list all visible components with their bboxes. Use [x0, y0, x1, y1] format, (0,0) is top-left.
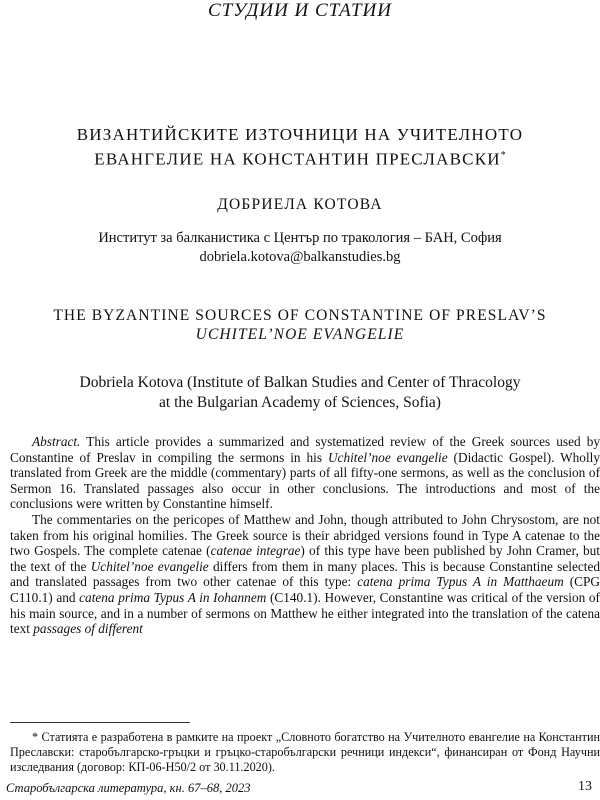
title-footnote-marker[interactable]: * [500, 150, 506, 161]
abstract-text: The commentaries on the pericopes of Matthew and John, though attributed to John Chrysostom, are not taken from his original homilies. The Greek source is their abridged versions found in Type A catenae to the two Gospels. The complete catenae ( [10, 511, 600, 559]
page-number: 13 [578, 779, 592, 794]
title-en-line-2: UCHITEL’NOE EVANGELIE [195, 326, 405, 343]
footnote-separator [10, 722, 190, 723]
abstract-text: ) of this type have been published by John Cramer, but the text of the [10, 543, 600, 574]
author-affiliation-english [20, 373, 580, 413]
work-title: Uchitel’noe evangelie [327, 449, 448, 465]
abstract-paragraph-1 [10, 434, 600, 512]
abstract-label: Abstract. [32, 434, 81, 449]
footnote [10, 730, 600, 775]
institute-name: Институт за балканистика с Център по тракология – БАН, София [98, 230, 502, 246]
affiliation-bulgarian [20, 229, 580, 267]
abstract-text: differs from them in many places. This is because Constantine selected and translated passages from two other catenae of this type: [10, 558, 600, 590]
abstract-text: (C140.1). However, Constantine was critical of the version of his main source, and in a number of sermons on Matthew he either integrated into the translation of the catena text [10, 589, 600, 637]
journal-citation: Старобългарска литература, кн. 67–68, 2023 [6, 781, 251, 795]
title-bg-line-1: ВИЗАНТИЙСКИТЕ ИЗТОЧНИЦИ НА УЧИТЕЛНОТО [76, 125, 524, 144]
title-en-line-1: THE BYZANTINE SOURCES OF CONSTANTINE OF PRESLAV’S [53, 307, 547, 324]
abstract-text: This article provides a summarized and systematized review of the Greek sources used by Constantine of Preslav in compiling the sermons in his [10, 434, 600, 465]
abstract-body [10, 434, 600, 637]
author-name-bulgarian: ДОБРИЕЛА КОТОВА [217, 196, 383, 213]
catena-title-john: catena prima Typus A in Iohannem [79, 589, 267, 605]
author-email[interactable]: dobriela.kotova@balkanstudies.bg [199, 249, 401, 265]
abstract-text: (CPG C110.1) and [10, 574, 600, 605]
footnote-text: Статията е разработена в рамките на проект „Словното богатство на Учителното евангелие на Константин Преславски: старобългарско-гръцки и гръцко-старобългарски речници индекси“, финансиран от Фонд Научни изследвания (договор: КП-06-Н50/2 от 30.11.2020). [10, 730, 600, 774]
catenae-term: catenae integrae [210, 543, 301, 559]
work-title: Uchitel’noe evangelie [90, 558, 209, 574]
abstract-paragraph-2 [10, 512, 600, 637]
abstract-text: (Didactic Gospel). Wholly translated from Greek are the middle (commentary) parts of all fifty-one sermons, as well as the conclusion of Sermon 16. Translated passages also occur in other conclusions. The introductions and most of the conclusions were written by Constantine himself. [10, 449, 600, 512]
author-en-line-2: at the Bulgarian Academy of Sciences, Sofia) [159, 394, 441, 411]
catena-title-matthew: catena prima Typus A in Matthaeum [357, 574, 564, 590]
title-bg-line-2: ЕВАНГЕЛИЕ НА КОНСТАНТИН ПРЕСЛАВСКИ [94, 149, 501, 169]
article-title-english [10, 306, 590, 344]
footnote-marker: * [32, 730, 39, 744]
article-title-bulgarian [20, 124, 580, 170]
author-en-line-1: Dobriela Kotova (Institute of Balkan Studies and Center of Thracology [79, 374, 521, 391]
italic-phrase: passages of different [33, 621, 143, 637]
running-head: СТУДИИ И СТАТИИ [208, 0, 392, 21]
